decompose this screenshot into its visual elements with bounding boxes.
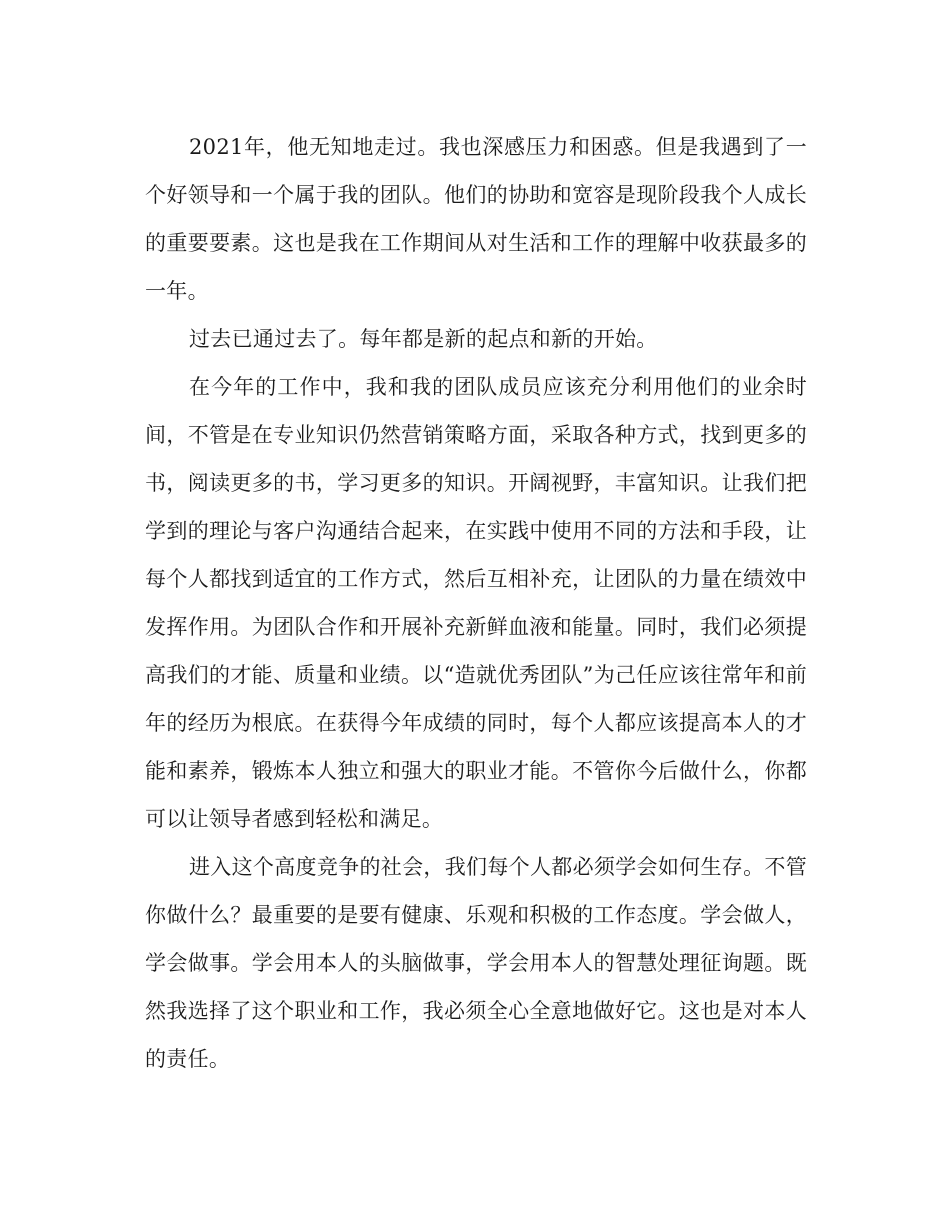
paragraph-4: 进入这个高度竞争的社会，我们每个人都必须学会如何生存。不管你做什么？最重要的是要有健康、乐观和积极的工作态度。学会做人，学会做事。学会用本人的头脑做事，学会用本人的智慧处理征询题。既然我选择了这个职业和工作，我必须全心全意地做好它。这也是对本人的责任。 [145, 855, 807, 1071]
body-text [145, 123, 807, 1083]
paragraph-1: 2021年，他无知地走过。我也深感压力和困惑。但是我遇到了一个好领导和一个属于我的团队。他们的协助和宽容是现阶段我个人成长的重要要素。这也是我在工作期间从对生活和工作的理解中收获最多的一年。 [145, 135, 807, 303]
paragraph-3: 在今年的工作中，我和我的团队成员应该充分利用他们的业余时间，不管是在专业知识仍然营销策略方面，采取各种方式，找到更多的书，阅读更多的书，学习更多的知识。开阔视野，丰富知识。让我们把学到的理论与客户沟通结合起来，在实践中使用不同的方法和手段，让每个人都找到适宜的工作方式，然后互相补充，让团队的力量在绩效中发挥作用。为团队合作和开展补充新鲜血液和能量。同时，我们必须提高我们的才能、质量和业绩。以“造就优秀团队”为己任应该往常年和前年的经历为根底。在获得今年成绩的同时，每个人都应该提高本人的才能和素养，锻炼本人独立和强大的职业才能。不管你今后做什么，你都可以让领导者感到轻松和满足。 [145, 375, 807, 831]
paragraph-2: 过去已通过去了。每年都是新的起点和新的开始。 [189, 327, 658, 351]
